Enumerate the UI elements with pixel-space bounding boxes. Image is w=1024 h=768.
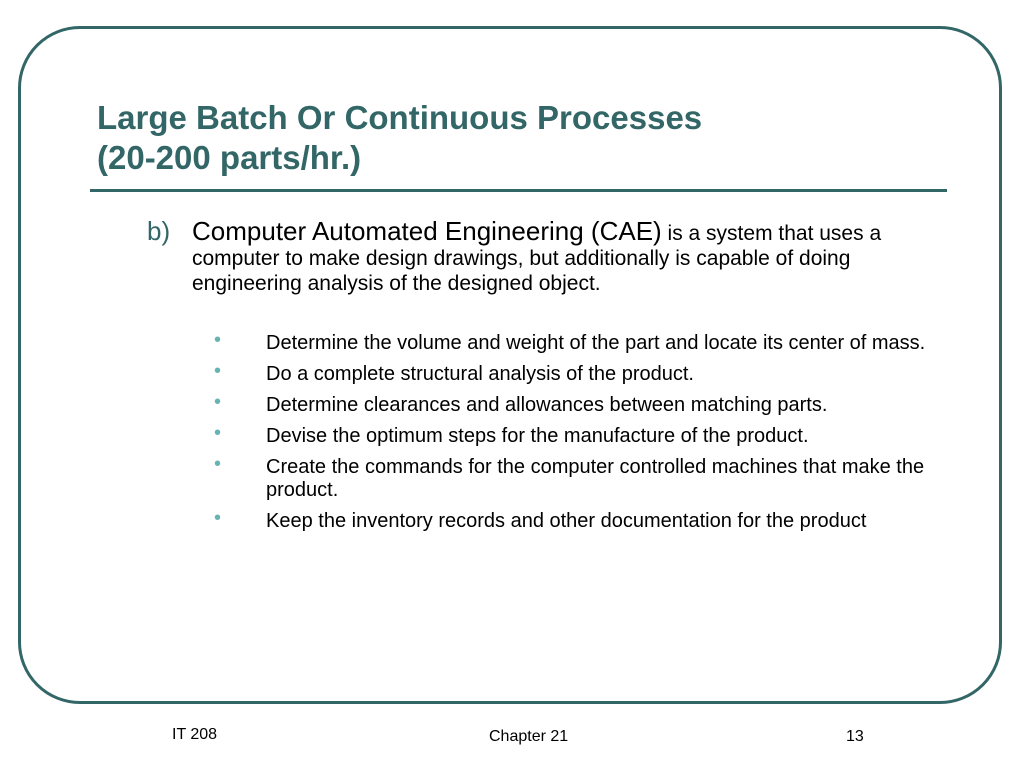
bullet-icon: • (214, 507, 222, 529)
list-item (210, 391, 930, 417)
slide-title (97, 98, 937, 178)
slide-title-line: (20-200 parts/hr.) (97, 139, 362, 176)
list-item-text: Do a complete structural analysis of the product. (266, 363, 694, 385)
list-item (210, 422, 930, 448)
lead-term: Computer Automated Engineering (CAE) (192, 216, 662, 246)
slide-title-line: Large Batch Or Continuous Processes (97, 99, 703, 136)
bullet-icon: • (214, 329, 222, 351)
list-item-text: Create the commands for the computer controlled machines that make the product. (266, 456, 925, 501)
lead-description: is a system that uses a computer to make design drawings, but additionally is capable of doing engineering analysis of the designed object. (192, 222, 882, 295)
bullet-icon: • (214, 391, 222, 413)
list-item (210, 507, 930, 533)
bullet-icon: • (214, 453, 222, 475)
bullet-icon: • (214, 422, 222, 444)
list-item-text: Devise the optimum steps for the manufacture of the product. (266, 425, 809, 447)
lead-marker: b) (147, 216, 171, 246)
bullet-icon: • (214, 360, 222, 382)
footer-page-number: 13 (846, 728, 864, 745)
bullet-list (210, 329, 930, 541)
list-item (210, 329, 930, 355)
list-item (210, 453, 930, 502)
list-item-text: Keep the inventory records and other documentation for the product (266, 510, 867, 532)
list-item-text: Determine the volume and weight of the part and locate its center of mass. (266, 332, 926, 354)
lead-text (192, 216, 942, 296)
list-item-text: Determine clearances and allowances between matching parts. (266, 394, 828, 416)
footer-course: IT 208 (172, 726, 218, 743)
list-item (210, 360, 930, 386)
title-divider (90, 189, 947, 192)
footer-chapter: Chapter 21 (489, 728, 569, 745)
